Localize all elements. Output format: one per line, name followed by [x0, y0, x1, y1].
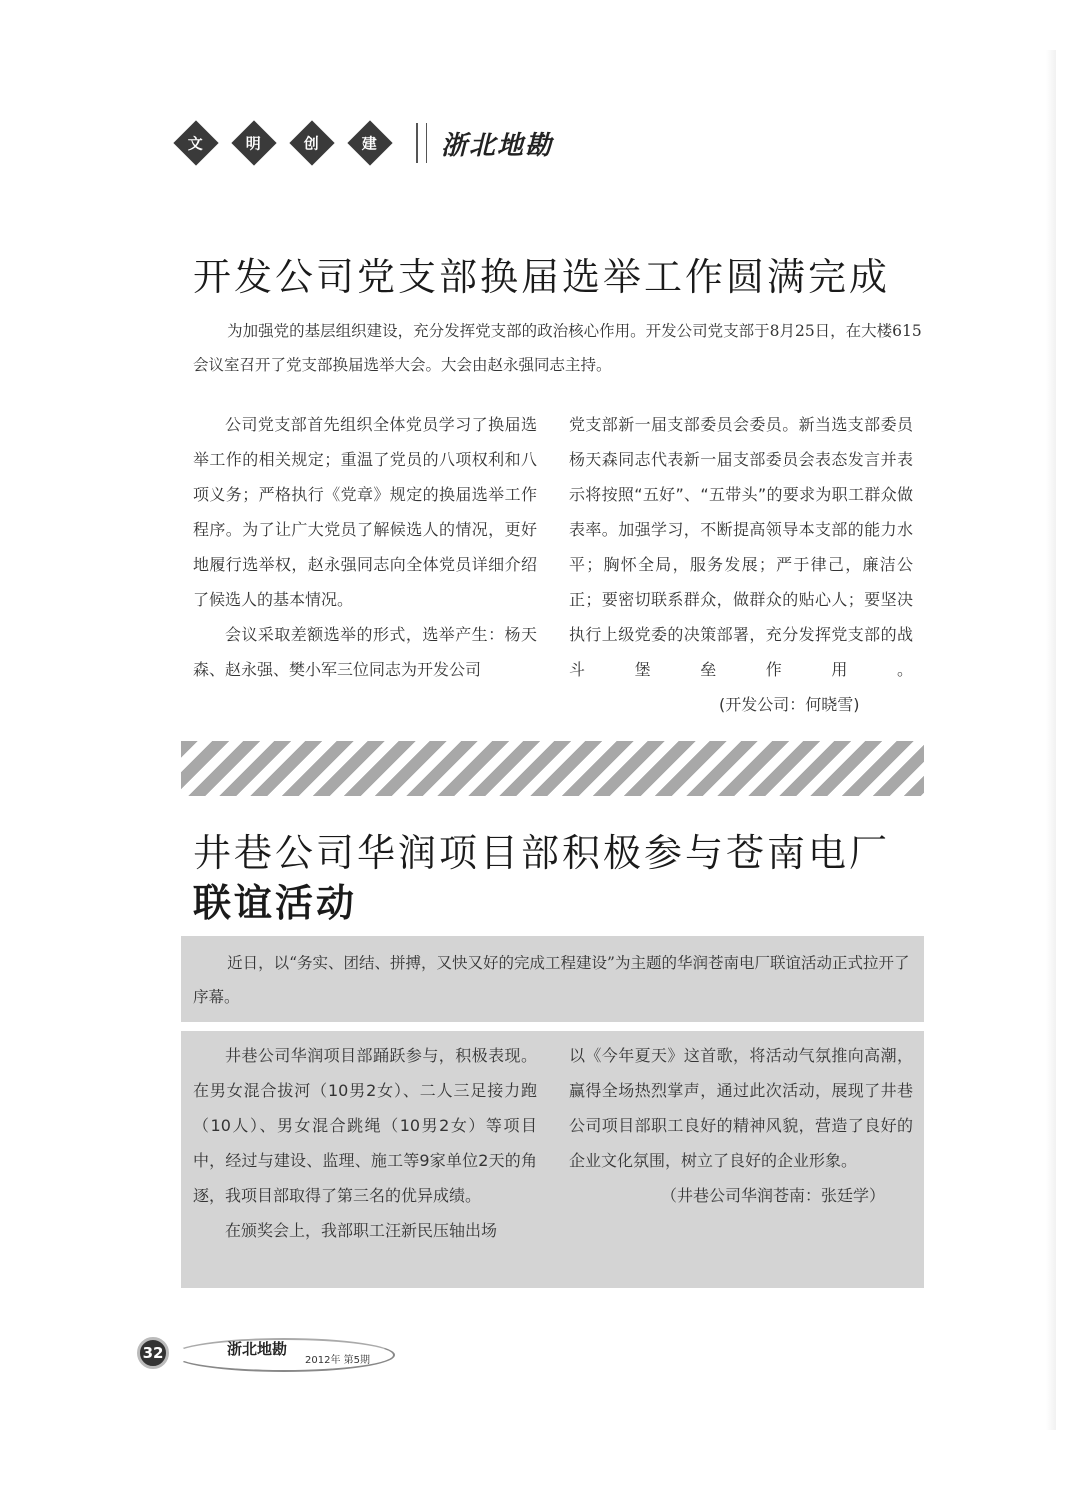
article2-column-right: [569, 1038, 913, 1213]
article1-paragraph-3-text: 党支部新一届支部委员会委员。新当选支部委员杨天森同志代表新一届支部委员会表态发言并表示将按照“五好”、“五带头”的要求为职工群众做表率。加强学习，不断提高领导本支部的能力水平；胸怀全局，服务发展；严于律己，廉洁公正；要密切联系群众，做群众的贴心人；要坚决执行上级党委的决策部署，充分发挥党支部的战斗堡垒作用。: [569, 415, 913, 679]
article2-title-line2: 联谊活动: [193, 881, 358, 925]
article1-paragraph-3: [569, 407, 913, 722]
section-char: 创: [304, 134, 320, 153]
page-number: 32: [137, 1337, 169, 1369]
section-char-diamond: [231, 120, 276, 165]
article1-paragraph-2: 会议采取差额选举的形式，选举产生：杨天森、赵永强、樊小军三位同志为开发公司: [193, 625, 537, 679]
article2-lead: [193, 946, 915, 1014]
article2-title: [193, 828, 933, 928]
article2-lead-text: 近日，以“务实、团结、拼搏，又快又好的完成工程建设”为主题的华润苍南电厂联谊活动正式拉开了序幕。: [193, 954, 910, 1006]
section-char-diamond: [173, 120, 218, 165]
footer-magazine-name: 浙北地勘: [227, 1340, 288, 1358]
article1-column-left: [193, 407, 537, 687]
section-char: 文: [188, 134, 204, 153]
header-divider: [416, 123, 418, 163]
header-divider: [426, 123, 427, 163]
article2-paragraph-3: 以《今年夏天》这首歌，将活动气氛推向高潮，赢得全场热烈掌声，通过此次活动，展现了井巷公司项目部职工良好的精神风貌，营造了良好的企业文化氛围，树立了良好的企业形象。: [569, 1046, 913, 1170]
article1-lead: [193, 314, 923, 382]
section-header: [180, 118, 553, 168]
article2-paragraph-1: 井巷公司华润项目部踊跃参与，积极表现。在男女混合拔河（10男2女）、二人三足接力跑（10人）、男女混合跳绳（10男2女）等项目中，经过与建设、监理、施工等9家单位2天的角逐，我项目部取得了第三名的优异成绩。: [193, 1046, 537, 1205]
section-char-diamond: [289, 120, 334, 165]
article2-title-line1: 井巷公司华润项目部积极参与苍南电厂: [193, 831, 891, 875]
article2-credit: （井巷公司华润苍南：张廷学）: [660, 1186, 885, 1205]
article1-paragraph-1: 公司党支部首先组织全体党员学习了换届选举工作的相关规定；重温了党员的八项权利和八项义务；严格执行《党章》规定的换届选举工作程序。为了让广大党员了解候选人的情况，更好地履行选举权，赵永强同志向全体党员详细介绍了候选人的基本情况。: [193, 415, 537, 609]
article1-column-right: [569, 407, 913, 722]
section-divider-stripe: [181, 741, 924, 796]
section-char-diamond: [347, 120, 392, 165]
article2-paragraph-2: 在颁奖会上，我部职工汪新民压轴出场: [225, 1221, 498, 1240]
article1-title: 开发公司党支部换届选举工作圆满完成: [193, 255, 891, 299]
header-magazine-name: 浙北地勘: [441, 130, 554, 161]
page-edge-shadow: [1046, 50, 1056, 1430]
page-footer: [137, 1334, 397, 1374]
footer-issue: 2012年 第5期: [305, 1355, 370, 1366]
article2-column-left: [193, 1038, 537, 1248]
article1-credit: (开发公司：何晓雪): [719, 695, 860, 714]
section-char: 明: [246, 134, 262, 153]
article1-lead-text: 为加强党的基层组织建设，充分发挥党支部的政治核心作用。开发公司党支部于8月25日，在大楼615会议室召开了党支部换届选举大会。大会由赵永强同志主持。: [193, 322, 922, 374]
section-char: 建: [362, 134, 378, 153]
